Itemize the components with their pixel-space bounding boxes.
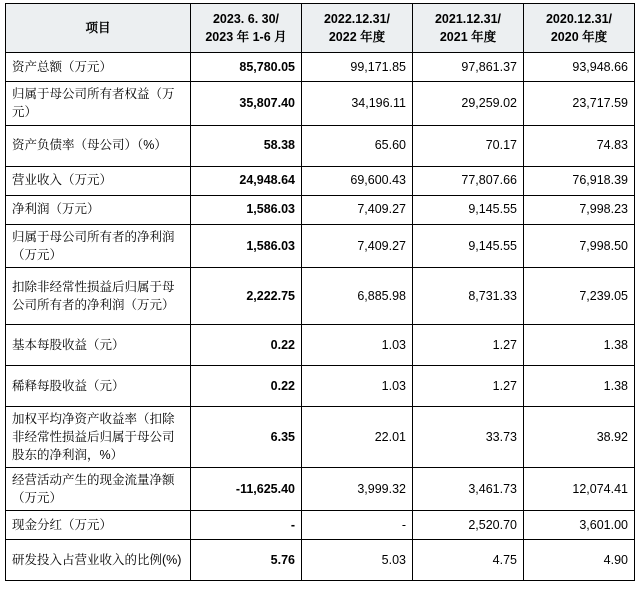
table-row bbox=[6, 365, 635, 406]
cell-value: 7,409.27 bbox=[302, 224, 413, 267]
cell-value: 58.38 bbox=[191, 125, 302, 166]
cell-value: 76,918.39 bbox=[524, 166, 635, 195]
cell-value: 23,717.59 bbox=[524, 82, 635, 125]
cell-value: 34,196.11 bbox=[302, 82, 413, 125]
row-label: 营业收入（万元） bbox=[6, 166, 191, 195]
cell-value: 4.90 bbox=[524, 540, 635, 581]
cell-value: 3,461.73 bbox=[413, 468, 524, 511]
row-label: 归属于母公司所有者的净利润（万元） bbox=[6, 224, 191, 267]
cell-value: 99,171.85 bbox=[302, 53, 413, 82]
table-row bbox=[6, 267, 635, 324]
table-row bbox=[6, 324, 635, 365]
cell-value: 8,731.33 bbox=[413, 267, 524, 324]
cell-value: 33.73 bbox=[413, 406, 524, 467]
row-label: 加权平均净资产收益率（扣除非经常性损益后归属于母公司股东的净利润，%） bbox=[6, 406, 191, 467]
column-header-period-3: 2021.12.31/ 2021 年度 bbox=[413, 4, 524, 53]
row-label: 稀释每股收益（元） bbox=[6, 365, 191, 406]
cell-value: 38.92 bbox=[524, 406, 635, 467]
cell-value: 35,807.40 bbox=[191, 82, 302, 125]
cell-value: 0.22 bbox=[191, 324, 302, 365]
cell-value: 1.38 bbox=[524, 365, 635, 406]
cell-value: 29,259.02 bbox=[413, 82, 524, 125]
cell-value: - bbox=[302, 511, 413, 540]
cell-value: 0.22 bbox=[191, 365, 302, 406]
row-label: 归属于母公司所有者权益（万元） bbox=[6, 82, 191, 125]
row-label: 资产负债率（母公司）（%） bbox=[6, 125, 191, 166]
cell-value: 97,861.37 bbox=[413, 53, 524, 82]
row-label: 净利润（万元） bbox=[6, 195, 191, 224]
cell-value: 9,145.55 bbox=[413, 224, 524, 267]
cell-value: 2,222.75 bbox=[191, 267, 302, 324]
table-row bbox=[6, 53, 635, 82]
cell-value: 3,999.32 bbox=[302, 468, 413, 511]
cell-value: 6,885.98 bbox=[302, 267, 413, 324]
table-row bbox=[6, 166, 635, 195]
row-label: 资产总额（万元） bbox=[6, 53, 191, 82]
table-row bbox=[6, 540, 635, 581]
table-header-row bbox=[6, 4, 635, 53]
cell-value: 7,998.50 bbox=[524, 224, 635, 267]
table-row bbox=[6, 224, 635, 267]
cell-value: 22.01 bbox=[302, 406, 413, 467]
cell-value: 70.17 bbox=[413, 125, 524, 166]
cell-value: 5.03 bbox=[302, 540, 413, 581]
cell-value: 1,586.03 bbox=[191, 224, 302, 267]
cell-value: 1,586.03 bbox=[191, 195, 302, 224]
table-header bbox=[6, 4, 635, 53]
cell-value: 7,998.23 bbox=[524, 195, 635, 224]
cell-value: 1.03 bbox=[302, 324, 413, 365]
cell-value: 65.60 bbox=[302, 125, 413, 166]
cell-value: 12,074.41 bbox=[524, 468, 635, 511]
row-label: 现金分红（万元） bbox=[6, 511, 191, 540]
cell-value: 7,239.05 bbox=[524, 267, 635, 324]
column-header-period-4: 2020.12.31/ 2020 年度 bbox=[524, 4, 635, 53]
table-row bbox=[6, 468, 635, 511]
table-row bbox=[6, 406, 635, 467]
financial-summary-table bbox=[5, 3, 635, 581]
cell-value: 5.76 bbox=[191, 540, 302, 581]
row-label: 扣除非经常性损益后归属于母公司所有者的净利润（万元） bbox=[6, 267, 191, 324]
column-header-item: 项目 bbox=[6, 4, 191, 53]
table-row bbox=[6, 511, 635, 540]
row-label: 研发投入占营业收入的比例(%) bbox=[6, 540, 191, 581]
table-row bbox=[6, 195, 635, 224]
row-label: 基本每股收益（元） bbox=[6, 324, 191, 365]
cell-value: -11,625.40 bbox=[191, 468, 302, 511]
table-row bbox=[6, 82, 635, 125]
row-label: 经营活动产生的现金流量净额（万元） bbox=[6, 468, 191, 511]
cell-value: 69,600.43 bbox=[302, 166, 413, 195]
cell-value: 9,145.55 bbox=[413, 195, 524, 224]
cell-value: 6.35 bbox=[191, 406, 302, 467]
cell-value: 3,601.00 bbox=[524, 511, 635, 540]
cell-value: - bbox=[191, 511, 302, 540]
column-header-period-1: 2023. 6. 30/ 2023 年 1-6 月 bbox=[191, 4, 302, 53]
cell-value: 2,520.70 bbox=[413, 511, 524, 540]
cell-value: 24,948.64 bbox=[191, 166, 302, 195]
cell-value: 74.83 bbox=[524, 125, 635, 166]
cell-value: 7,409.27 bbox=[302, 195, 413, 224]
column-header-period-2: 2022.12.31/ 2022 年度 bbox=[302, 4, 413, 53]
cell-value: 1.27 bbox=[413, 365, 524, 406]
cell-value: 85,780.05 bbox=[191, 53, 302, 82]
cell-value: 1.38 bbox=[524, 324, 635, 365]
cell-value: 93,948.66 bbox=[524, 53, 635, 82]
table-body bbox=[6, 53, 635, 581]
cell-value: 77,807.66 bbox=[413, 166, 524, 195]
cell-value: 4.75 bbox=[413, 540, 524, 581]
cell-value: 1.03 bbox=[302, 365, 413, 406]
table-row bbox=[6, 125, 635, 166]
cell-value: 1.27 bbox=[413, 324, 524, 365]
